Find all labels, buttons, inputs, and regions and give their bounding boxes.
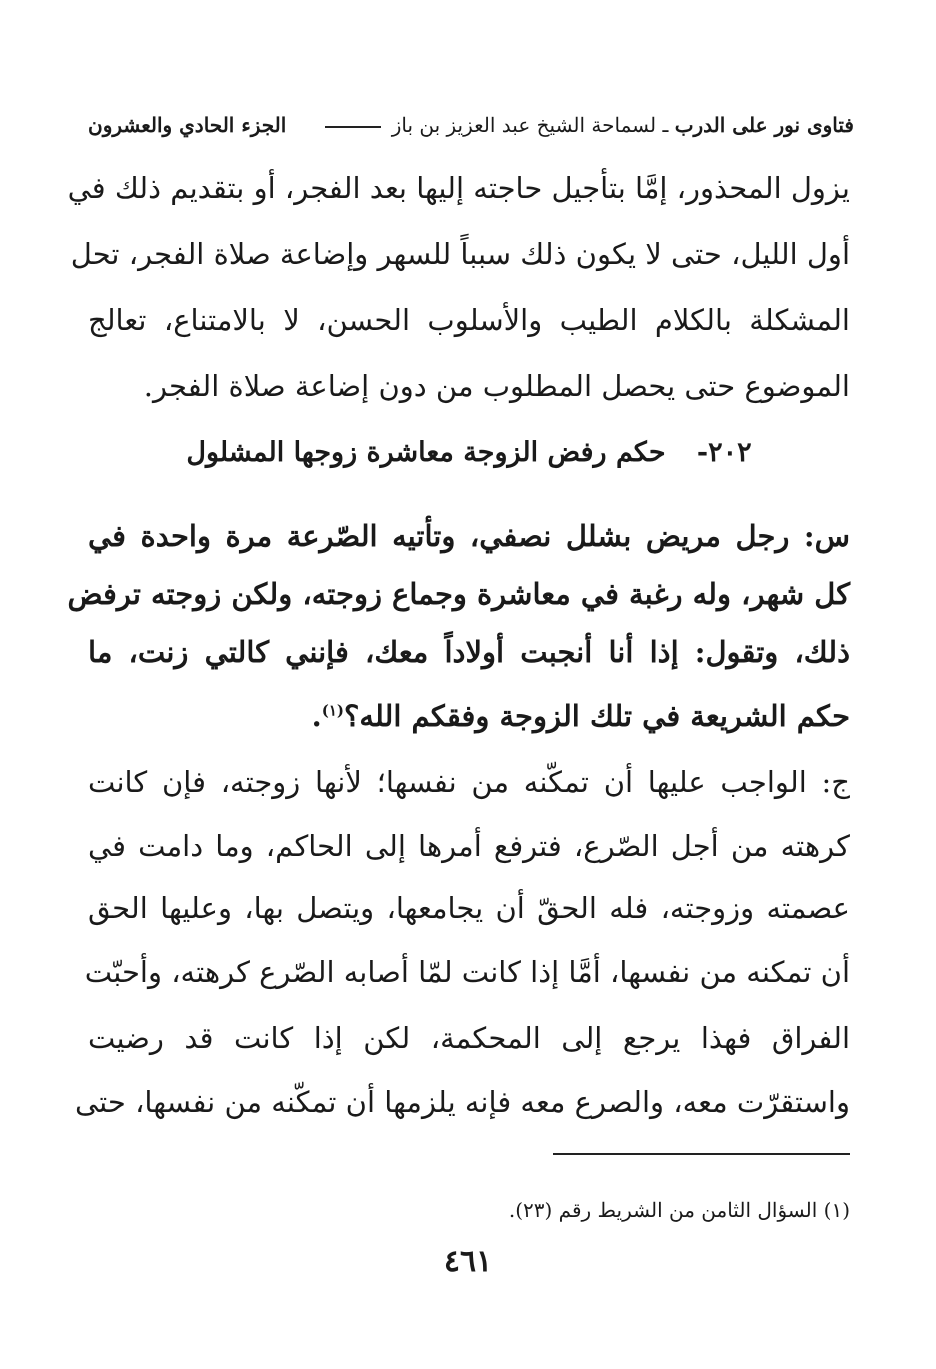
question-line: س: رجل مريض بشلل نصفي، وتأتيه الصّرعة مرة واحدة في <box>88 519 850 553</box>
answer-line: واستقرّت معه، والصرع معه فإنه يلزمها أن تمكّنه من نفسها، حتى <box>75 1085 850 1119</box>
question-line: كل شهر، وله رغبة في معاشرة وجماع زوجته، ولكن زوجته ترفض <box>67 577 850 611</box>
answer-line: أن تمكنه من نفسها، أمَّا إذا كانت لمّا أصابه الصّرع كرهته، وأحبّت <box>84 955 850 989</box>
header-author: لسماحة الشيخ عبد العزيز بن باز <box>391 113 657 137</box>
section-number: ٢٠٢- <box>696 437 752 468</box>
question-end: . <box>311 699 322 733</box>
answer-line: ج: الواجب عليها أن تمكّنه من نفسها؛ لأنها زوجته، فإن كانت <box>88 765 850 799</box>
answer-line: الفراق فهذا يرجع إلى المحكمة، لكن إذا كانت قد رضيت <box>88 1021 850 1055</box>
text-line: يزول المحذور، إمَّا بتأجيل حاجته إليها بعد الفجر، أو بتقديم ذلك في <box>67 171 850 205</box>
text-line: الموضوع حتى يحصل المطلوب من دون إضاعة صلاة الفجر. <box>143 369 850 403</box>
question-line: ذلك، وتقول: إذا أنا أنجبت أولاداً معك، فإنني كالتي زنت، ما <box>88 635 850 669</box>
header-volume: الجزء الحادي والعشرون <box>88 113 287 137</box>
answer-line: كرهته من أجل الصّرع، فترفع أمرها إلى الحاكم، وما دامت في <box>88 829 850 863</box>
running-header <box>88 108 854 142</box>
question-line-last <box>88 688 850 744</box>
text-line: أول الليل، حتى لا يكون ذلك سبباً للسهر وإضاعة صلاة الفجر، تحل <box>70 237 850 271</box>
footnote: (١) السؤال الثامن من الشريط رقم (٢٣). <box>508 1198 850 1222</box>
footnote-separator <box>553 1153 850 1155</box>
section-title: حكم رفض الزوجة معاشرة زوجها المشلول <box>186 437 666 468</box>
text-line: المشكلة بالكلام الطيب والأسلوب الحسن، لا بالامتناع، تعالج <box>88 303 850 337</box>
footnote-marker: (١) <box>321 701 344 720</box>
header-separator: ـ <box>662 113 669 137</box>
answer-line: عصمته وزوجته، فله الحقّ أن يجامعها، ويتصل بها، وعليها الحق <box>88 891 850 925</box>
header-book-title: فتاوى نور على الدرب <box>674 113 854 137</box>
section-heading <box>88 428 850 478</box>
question-text: حكم الشريعة في تلك الزوجة وفقكم الله؟ <box>344 699 850 733</box>
header-dash <box>325 126 381 128</box>
page-number: ٤٦١ <box>443 1244 493 1279</box>
